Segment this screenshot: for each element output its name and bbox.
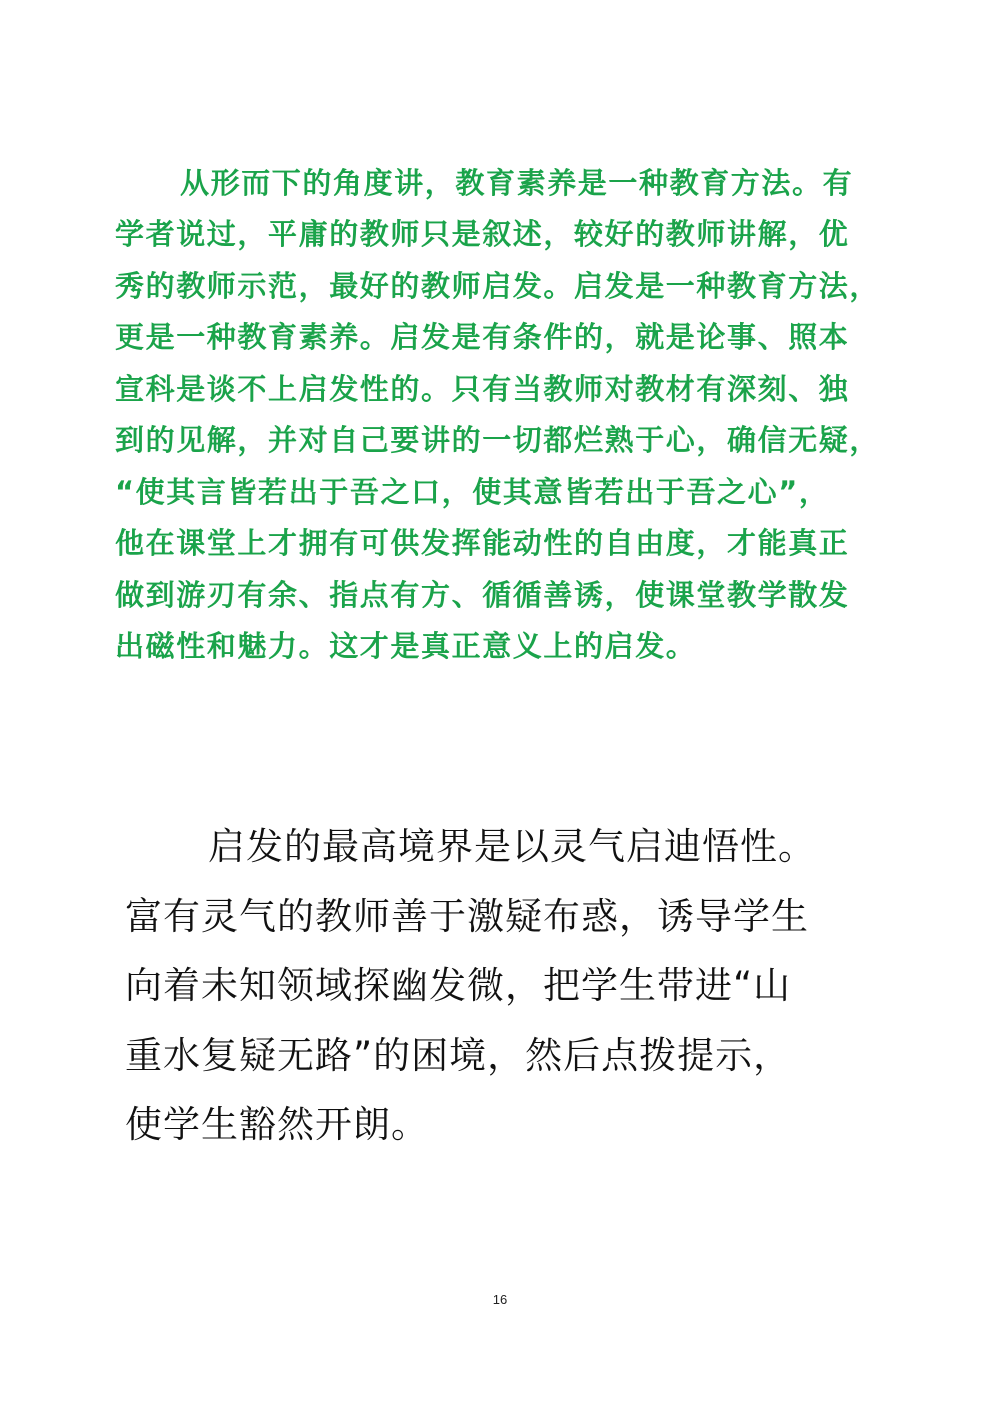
black-paragraph-line: 使学生豁然开朗。 xyxy=(125,1103,429,1146)
green-paragraph-line: 到的见解，并对自己要讲的一切都烂熟于心，确信无疑， xyxy=(115,423,881,457)
black-paragraph-line: 启发的最高境界是以灵气启迪悟性。 xyxy=(208,825,816,868)
green-paragraph-line: 宣科是谈不上启发性的。只有当教师对教材有深刻、独 xyxy=(115,372,850,406)
green-paragraph-line: 出磁性和魅力。这才是真正意义上的启发。 xyxy=(115,629,697,663)
black-paragraph-line: 富有灵气的教师善于激疑布惑，诱导学生 xyxy=(125,895,809,938)
black-paragraph-line: 重水复疑无路”的困境，然后点拨提示， xyxy=(125,1034,792,1077)
green-paragraph-line: 学者说过，平庸的教师只是叙述，较好的教师讲解，优 xyxy=(115,217,850,251)
green-paragraph-line: “使其言皆若出于吾之口，使其意皆若出于吾之心”， xyxy=(115,475,830,509)
green-paragraph-line: 他在课堂上才拥有可供发挥能动性的自由度，才能真正 xyxy=(115,526,850,560)
green-paragraph-line: 秀的教师示范，最好的教师启发。启发是一种教育方法， xyxy=(115,269,881,303)
green-paragraph-line: 做到游刃有余、指点有方、循循善诱，使课堂教学散发 xyxy=(115,578,850,612)
page-number: 16 xyxy=(492,1292,508,1307)
green-paragraph-line: 更是一种教育素养。启发是有条件的，就是论事、照本 xyxy=(115,320,850,354)
green-paragraph-line: 从形而下的角度讲，教育素养是一种教育方法。有 xyxy=(180,166,854,200)
black-paragraph-line: 向着未知领域探幽发微，把学生带进“山 xyxy=(125,964,792,1007)
